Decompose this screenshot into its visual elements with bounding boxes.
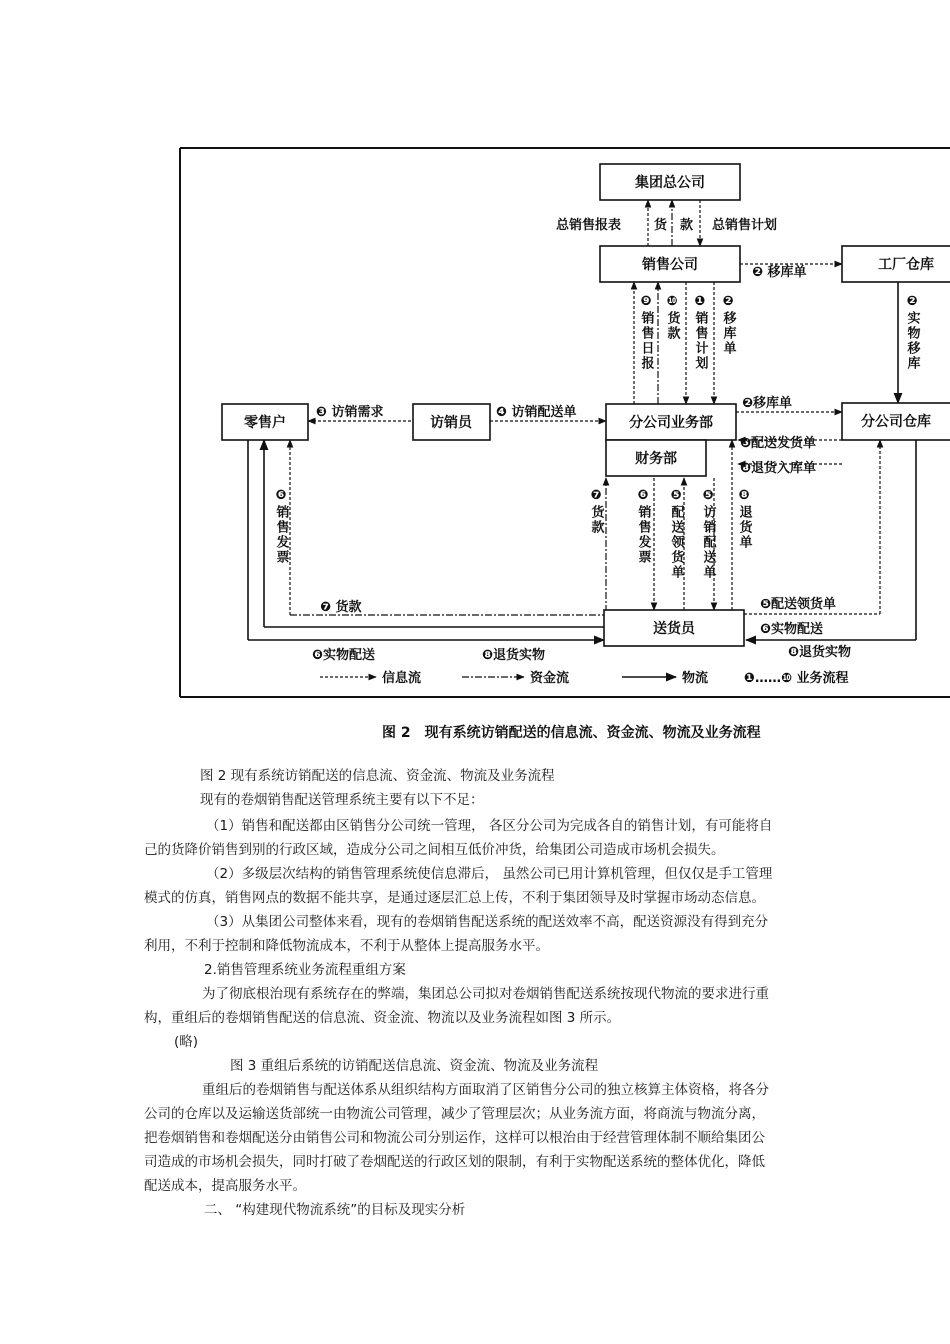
box-delivery-label: 送货员 (653, 621, 695, 637)
para-figure-title: 图 2 现有系统访销配送的信息流、资金流、物流及业务流程 (200, 768, 555, 784)
label-transfer-factory: ❷ 移库单 (752, 265, 807, 280)
box-finance-label: 财务部 (635, 451, 677, 467)
para-omitted: (略) (174, 1034, 199, 1050)
label-v-goods-transfer: ❷实物移库 (904, 294, 920, 371)
label-payment-top-2: 款 (680, 218, 694, 233)
box-warehouse-label: 分公司仓库 (861, 414, 931, 430)
label-v-sales-plan: ❶销售计划 (692, 294, 708, 371)
para-intro: 现有的卷烟销售配送管理系统主要有以下不足： (200, 792, 484, 808)
para-point2-line2: 模式的仿真，销售网点的数据不能共享，是通过逐层汇总上传，不利于集团领导及时掌握市场动态信息。 (144, 890, 765, 906)
section-heading-two: 二、 “构建现代物流系统”的目标及现实分析 (204, 1202, 466, 1218)
legend-goods: 物流 (682, 671, 709, 686)
para-point2-line1: （2）多级层次结构的销售管理系统使信息滞后， 虽然公司已用计算机管理，但仅仅是手工管理 (206, 866, 773, 882)
para-result-line3: 把卷烟销售和卷烟配送分由销售公司和物流公司分别运作，这样可以根治由于经营管理体制不顺给集团公 (144, 1130, 765, 1146)
box-retailer (222, 404, 308, 440)
label-pick-right: ❺配送领货单 (760, 597, 837, 612)
label-v-invoice: ❻销售发票 (635, 488, 651, 565)
label-v-payment-finance: ❼货款 (588, 488, 604, 535)
label-dispatch: ❺配送发货单 (740, 436, 817, 451)
para-result-line5: 配送成本，提高服务水平。 (144, 1178, 306, 1194)
box-sales-label: 销售公司 (642, 257, 698, 273)
para-result-line2: 公司的仓库以及运输送货部统一由物流公司管理，减少了管理层次；从业务流方面，将商流与物流分离， (144, 1106, 765, 1122)
para-point1-line2: 己的货降价销售到别的行政区域，造成分公司之间相互低价冲货，给集团公司造成市场机会损失。 (144, 842, 725, 858)
box-factory-label: 工厂仓库 (878, 257, 934, 273)
label-payment-top-1: 货 (654, 218, 668, 233)
label-goods-right: ❻实物配送 (760, 622, 824, 637)
para-result-line1: 重组后的卷烟销售与配送体系从组织结构方面取消了区销售分公司的独立核算主体资格，将各分 (202, 1082, 769, 1098)
box-finance (606, 440, 706, 476)
box-retailer-label: 零售户 (244, 415, 286, 431)
label-v-payment: ❿货款 (664, 294, 680, 341)
label-v-return-slip: ❽退货单 (736, 488, 752, 550)
legend-money: 资金流 (530, 671, 570, 686)
para-point1-line1: （1）销售和配送都由区销售分公司统一管理， 各区分公司为完成各自的销售计划，有可能将自 (206, 818, 773, 834)
para-point3-line2: 利用，不利于控制和降低物流成本，不利于从整体上提高服务水平。 (144, 938, 549, 954)
para-figure3-title: 图 3 重组后系统的访销配送信息流、资金流、物流及业务流程 (230, 1058, 599, 1074)
label-v-pick-slip: ❺配送领货单 (668, 488, 684, 580)
box-group (600, 164, 740, 200)
box-factory (842, 246, 950, 282)
box-branch-label: 分公司业务部 (629, 415, 713, 431)
section-heading-2: 2.销售管理系统业务流程重组方案 (204, 962, 406, 978)
box-sales (600, 246, 740, 282)
box-delivery (604, 610, 744, 646)
label-return-goods-left: ❽退货实物 (482, 648, 546, 663)
box-salesman-label: 访销员 (430, 415, 472, 431)
legend-process: ❶……❿ 业务流程 (744, 671, 849, 686)
label-return-goods-right: ❽退货实物 (788, 645, 852, 660)
label-transfer: ❷移库单 (742, 396, 793, 411)
label-v-daily-report: ❾销售日报 (638, 294, 654, 371)
label-pay-retail: ❼ 货款 (320, 600, 362, 615)
box-warehouse (842, 403, 950, 440)
label-goods-bottom: ❻实物配送 (312, 648, 376, 663)
label-v-retail-invoice: ❻销售发票 (273, 488, 289, 565)
figure-caption: 图 2 现有系统访销配送的信息流、资金流、物流及业务流程 (382, 725, 761, 741)
box-salesman (413, 404, 490, 440)
para-result-line4: 司造成的市场机会损失，同时打破了卷烟配送的行政区划的限制，有利于实物配送系统的整体优化，降低 (144, 1154, 765, 1170)
label-total-plan: 总销售计划 (712, 218, 778, 233)
para-plan-line2: 构，重组后的卷烟销售配送的信息流、资金流、物流以及业务流程如图 3 所示。 (144, 1010, 621, 1026)
label-v-delivery-order: ❺访销配送单 (700, 488, 716, 580)
para-point3-line1: （3）从集团公司整体来看，现有的卷烟销售配送系统的配送效率不高，配送资源没有得到充分 (206, 914, 769, 930)
label-request: ❸ 访销需求 (316, 405, 384, 420)
label-total-report: 总销售报表 (556, 218, 622, 233)
box-group-label: 集团总公司 (635, 175, 705, 191)
box-branch (606, 404, 736, 440)
legend-info: 信息流 (382, 671, 422, 686)
para-plan-line1: 为了彻底根治现有系统存在的弊端，集团总公司拟对卷烟销售配送系统按现代物流的要求进行重 (202, 986, 769, 1002)
label-order: ❹ 访销配送单 (496, 405, 577, 420)
label-return-in: ❽退货入库单 (740, 461, 817, 476)
label-v-transfer: ❷移库单 (720, 294, 736, 356)
